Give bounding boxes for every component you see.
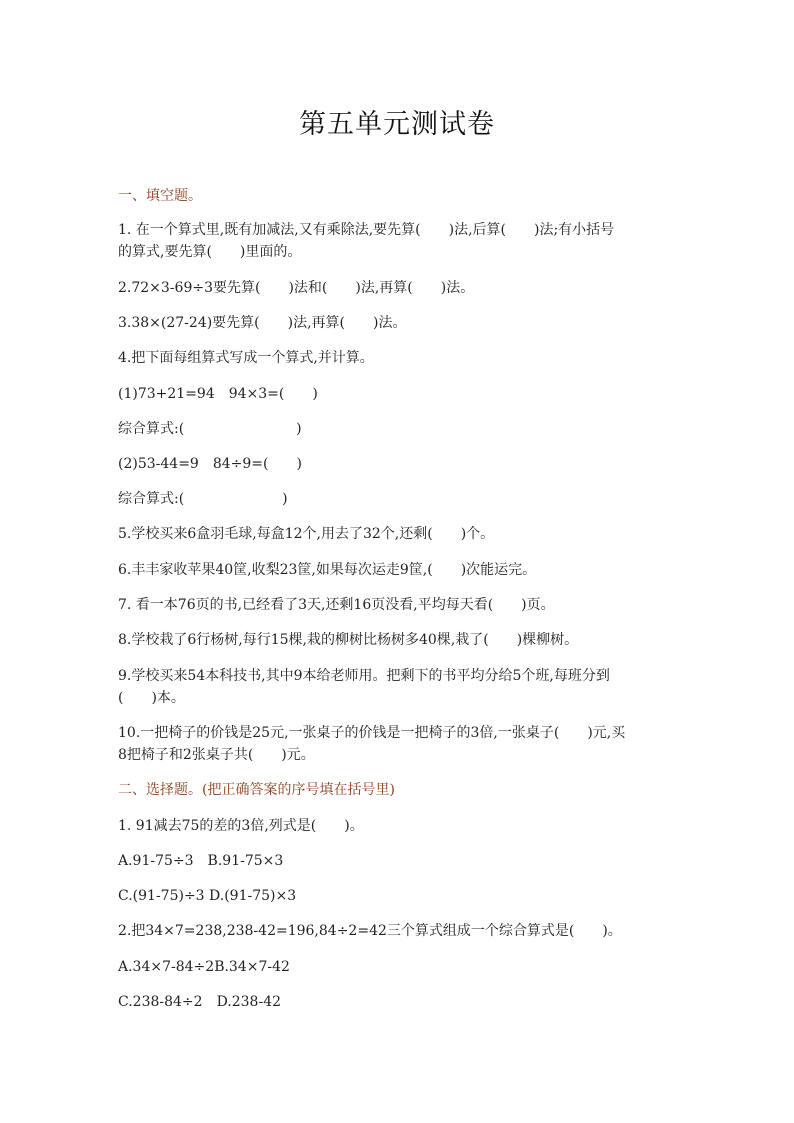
choice-question-1-options-ab: A.91-75÷3 B.91-75×3 bbox=[118, 853, 284, 869]
choice-question-1-options-cd: C.(91-75)÷3 D.(91-75)×3 bbox=[118, 888, 297, 904]
question-1-line-2: 的算式,要先算( )里面的。 bbox=[118, 244, 302, 260]
choice-question-2-options-cd: C.238-84÷2 D.238-42 bbox=[118, 994, 282, 1010]
question-8: 8.学校栽了6行杨树,每行15棵,栽的柳树比杨树多40棵,栽了( )棵柳树。 bbox=[118, 632, 579, 648]
question-10-line-1: 10.一把椅子的价钱是25元,一张桌子的价钱是一把椅子的3倍,一张桌子( )元,买 bbox=[118, 725, 626, 741]
question-4-part-1-combined: 综合算式:( ) bbox=[118, 421, 302, 437]
question-4-part-2-combined: 综合算式:( ) bbox=[118, 491, 288, 507]
question-1-line-1: 1. 在一个算式里,既有加减法,又有乘除法,要先算( )法,后算( )法;有小括号 bbox=[118, 222, 615, 238]
choice-question-2-options-ab: A.34×7-84÷2B.34×7-42 bbox=[118, 959, 290, 975]
section-heading-multiple-choice: 二、选择题。(把正确答案的序号填在括号里) bbox=[118, 782, 395, 798]
question-9-line-1: 9.学校买来54本科技书,其中9本给老师用。把剩下的书平均分给5个班,每班分到 bbox=[118, 668, 610, 684]
section-heading-fill-in: 一、填空题。 bbox=[118, 188, 202, 204]
question-4-part-1: (1)73+21=94 94×3=( ) bbox=[118, 386, 318, 402]
question-4-part-2: (2)53-44=9 84÷9=( ) bbox=[118, 456, 302, 472]
question-7: 7. 看一本76页的书,已经看了3天,还剩16页没看,平均每天看( )页。 bbox=[118, 597, 555, 613]
choice-question-2: 2.把34×7=238,238-42=196,84÷2=42三个算式组成一个综合算式是( )。 bbox=[118, 923, 622, 939]
question-4: 4.把下面每组算式写成一个算式,并计算。 bbox=[118, 350, 374, 366]
question-5: 5.学校买来6盒羽毛球,每盒12个,用去了32个,还剩( )个。 bbox=[118, 526, 495, 542]
choice-question-1: 1. 91减去75的差的3倍,列式是( )。 bbox=[118, 818, 364, 834]
page-title: 第五单元测试卷 bbox=[299, 109, 495, 140]
question-10-line-2: 8把椅子和2张桌子共( )元。 bbox=[118, 747, 315, 763]
question-3: 3.38×(27-24)要先算( )法,再算( )法。 bbox=[118, 315, 407, 331]
question-2: 2.72×3-69÷3要先算( )法和( )法,再算( )法。 bbox=[118, 280, 475, 296]
question-6: 6.丰丰家收苹果40筐,收梨23筐,如果每次运走9筐,( )次能运完。 bbox=[118, 562, 537, 578]
question-9-line-2: ( )本。 bbox=[118, 690, 185, 706]
